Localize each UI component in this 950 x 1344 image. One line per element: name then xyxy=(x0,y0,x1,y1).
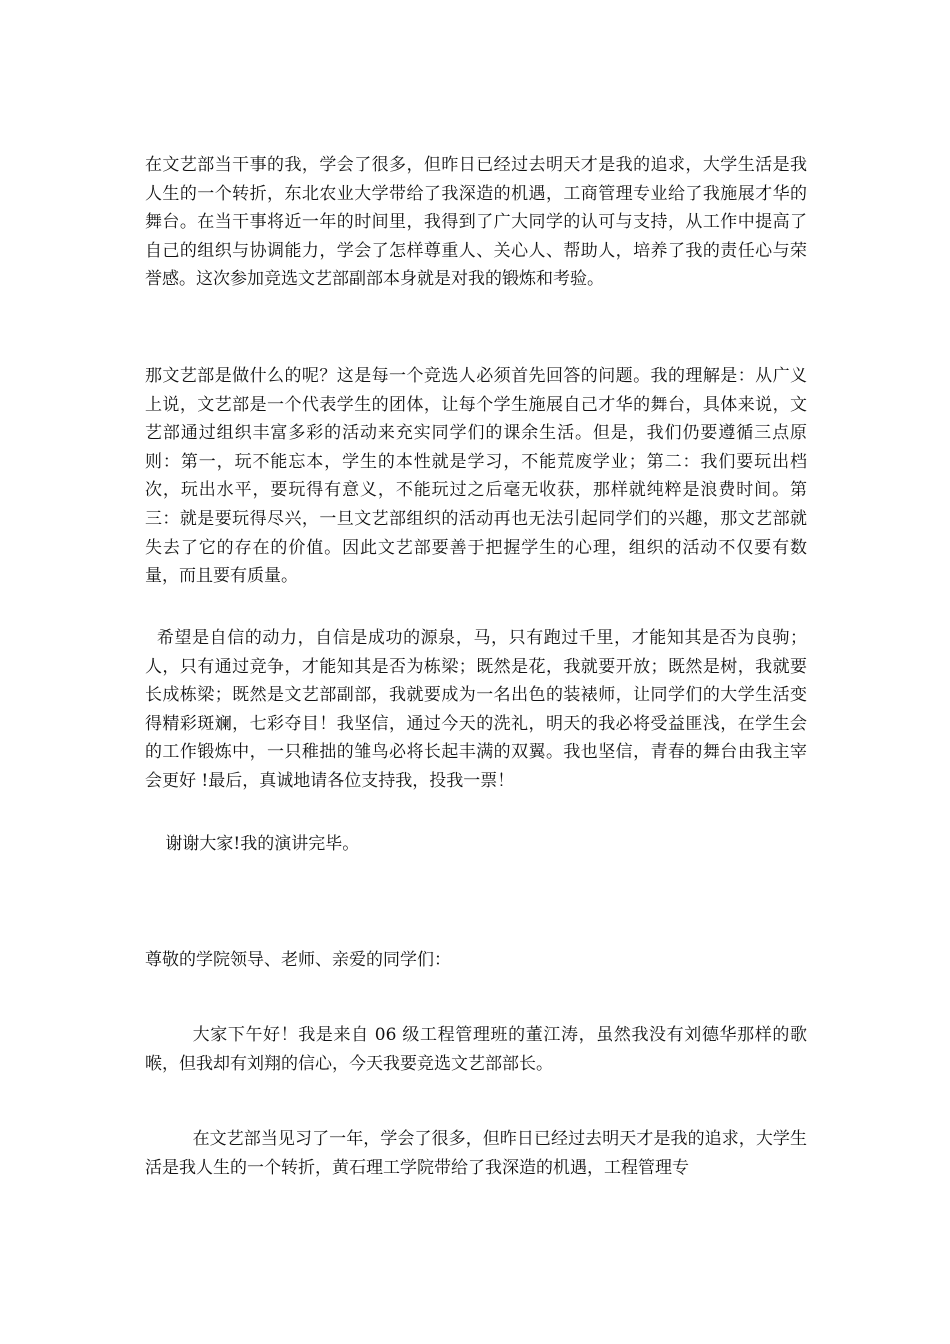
paragraph-4: 谢谢大家!我的演讲完毕。 xyxy=(165,834,360,854)
paragraph-greeting: 大家下午好！我是来自 06 级工程管理班的董江涛，虽然我没有刘德华那样的歌喉，但我却有刘翔的信心，今天我要竞选文艺部部长。 xyxy=(145,1025,807,1074)
paragraph-experience: 在文艺部当见习了一年，学会了很多，但昨日已经过去明天才是我的追求，大学生活是我人生的一个转折，黄石理工学院带给了我深造的机遇，工程管理专 xyxy=(145,1129,807,1178)
paragraph-3: 希望是自信的动力，自信是成功的源泉，马，只有跑过千里，才能知其是否为良驹；人，只有通过竞争，才能知其是否为栋梁；既然是花，我就要开放；既然是树，我就要长成栋梁；既然是文艺部副部，我就要成为一名出色的装裱师，让同学们的大学生活变得精彩斑斓，七彩夺目！我坚信，通过今天的洗礼，明天的我必将受益匪浅，在学生会的工作锻炼中，一只稚拙的雏鸟必将长起丰满的双翼。我也坚信，青春的舞台由我主宰会更好 !最后，真诚地请各位支持我，投我一票！ xyxy=(145,628,807,791)
paragraph-2: 那文艺部是做什么的呢？这是每一个竞选人必须首先回答的问题。我的理解是：从广义上说，文艺部是一个代表学生的团体，让每个学生施展自己才华的舞台，具体来说，文艺部通过组织丰富多彩的活动来充实同学们的课余生活。但是，我们仍要遵循三点原则：第一，玩不能忘本，学生的本性就是学习，不能荒废学业；第二：我们要玩出档次，玩出水平，要玩得有意义，不能玩过之后毫无收获，那样就纯粹是浪费时间。第三：就是要玩得尽兴，一旦文艺部组织的活动再也无法引起同学们的兴趣，那文艺部就失去了它的存在的价值。因此文艺部要善于把握学生的心理，组织的活动不仅要有数量，而且要有质量。 xyxy=(145,366,807,587)
paragraph-1: 在文艺部当干事的我，学会了很多，但昨日已经过去明天才是我的追求，大学生活是我人生的一个转折，东北农业大学带给了我深造的机遇，工商管理专业给了我施展才华的舞台。在当干事将近一年的时间里，我得到了广大同学的认可与支持，从工作中提高了自己的组织与协调能力，学会了怎样尊重人、关心人、帮助人，培养了我的责任心与荣誉感。这次参加竞选文艺部副部本身就是对我的锻炼和考验。 xyxy=(145,155,807,290)
salutation: 尊敬的学院领导、老师、亲爱的同学们： xyxy=(145,950,451,970)
